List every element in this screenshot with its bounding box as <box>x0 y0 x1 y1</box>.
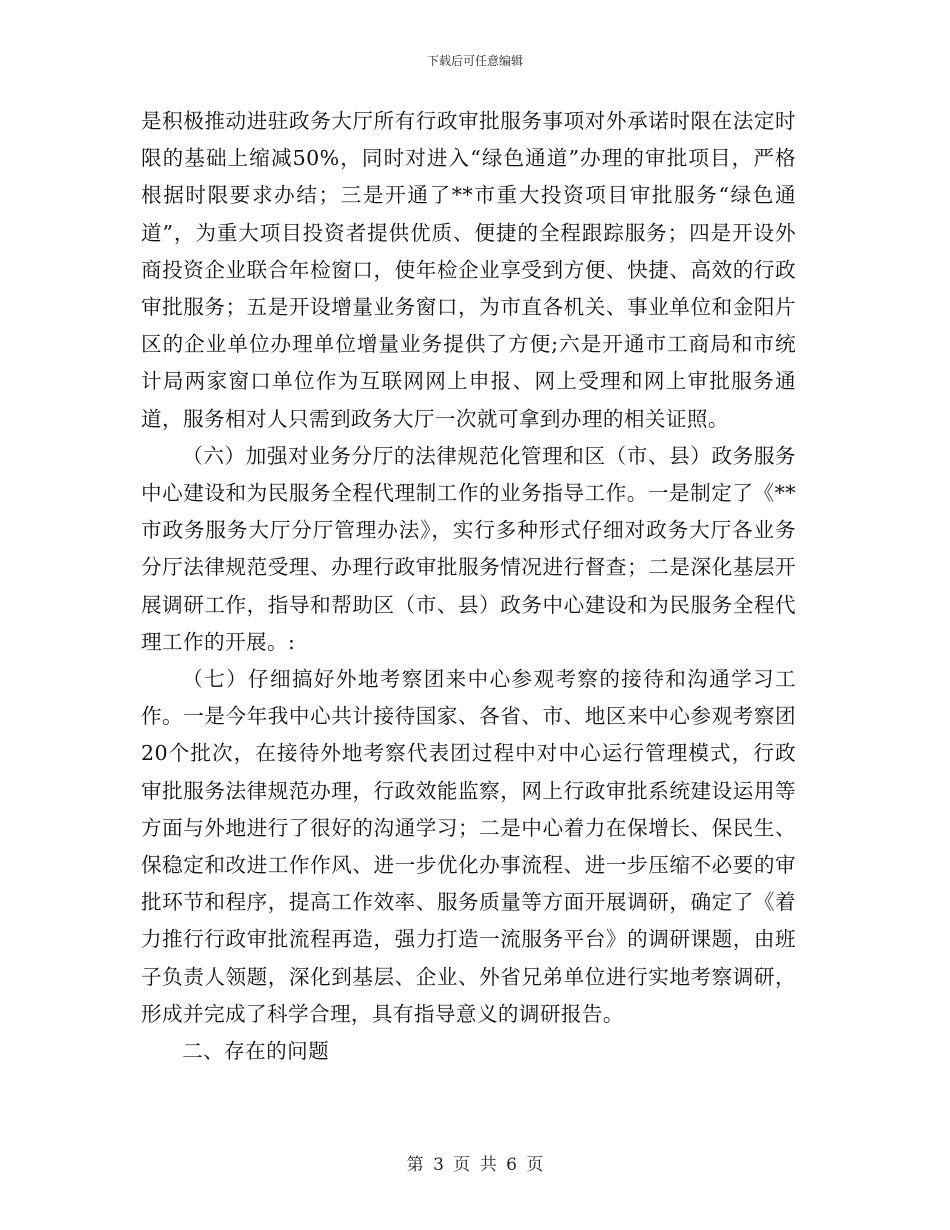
paragraph-continuation: 是积极推动进驻政务大厅所有行政审批服务事项对外承诺时限在法定时限的基础上缩减50%，同时对进入“绿色通道”办理的审批项目，严格根据时限要求办结；三是开通了**市重大投资项目审批服务“绿色通道”，为重大项目投资者提供优质、便捷的全程跟踪服务；四是开设外商投资企业联合年检窗口，使年检企业享受到方便、快捷、高效的行政审批服务；五是开设增量业务窗口，为市直各机关、事业单位和金阳片区的企业单位办理单位增量业务提供了方便;六是开通市工商局和市统计局两家窗口单位作为互联网网上申报、网上受理和网上审批服务通道，服务相对人只需到政务大厅一次就可拿到办理的相关证照。 <box>141 109 796 431</box>
section-heading-problems: 二、存在的问题 <box>182 1039 330 1064</box>
page-footer: 第 3 页 共 6 页 <box>406 1155 544 1175</box>
paragraph-section-seven: （七）仔细搞好外地考察团来中心参观考察的接待和沟通学习工作。一是今年我中心共计接待国家、各省、市、地区来中心参观考察团20个批次，在接待外地考察代表团过程中对中心运行管理模式，行政审批服务法律规范办理，行政效能监察，网上行政审批系统建设运用等方面与外地进行了很好的沟通学习；二是中心着力在保增长、保民生、保稳定和改进工作作风、进一步优化办事流程、进一步压缩不必要的审批环节和程序，提高工作效率、服务质量等方面开展调研，确定了《着力推行行政审批流程再造，强力打造一流服务平台》的调研课题，由班子负责人领题，深化到基层、企业、外省兄弟单位进行实地考察调研，形成并完成了科学合理，具有指导意义的调研报告。 <box>141 667 796 1026</box>
document-body <box>141 103 796 1070</box>
page-header: 下载后可任意编辑 <box>426 54 523 68</box>
paragraph-section-six: （六）加强对业务分厅的法律规范化管理和区（市、县）政务服务中心建设和为民服务全程代理制工作的业务指导工作。一是制定了《**市政务服务大厅分厅管理办法》，实行多种形式仔细对政务大厅各业务分厅法律规范受理、办理行政审批服务情况进行督查；二是深化基层开展调研工作，指导和帮助区（市、县）政务中心建设和为民服务全程代理工作的开展。: <box>141 443 796 654</box>
